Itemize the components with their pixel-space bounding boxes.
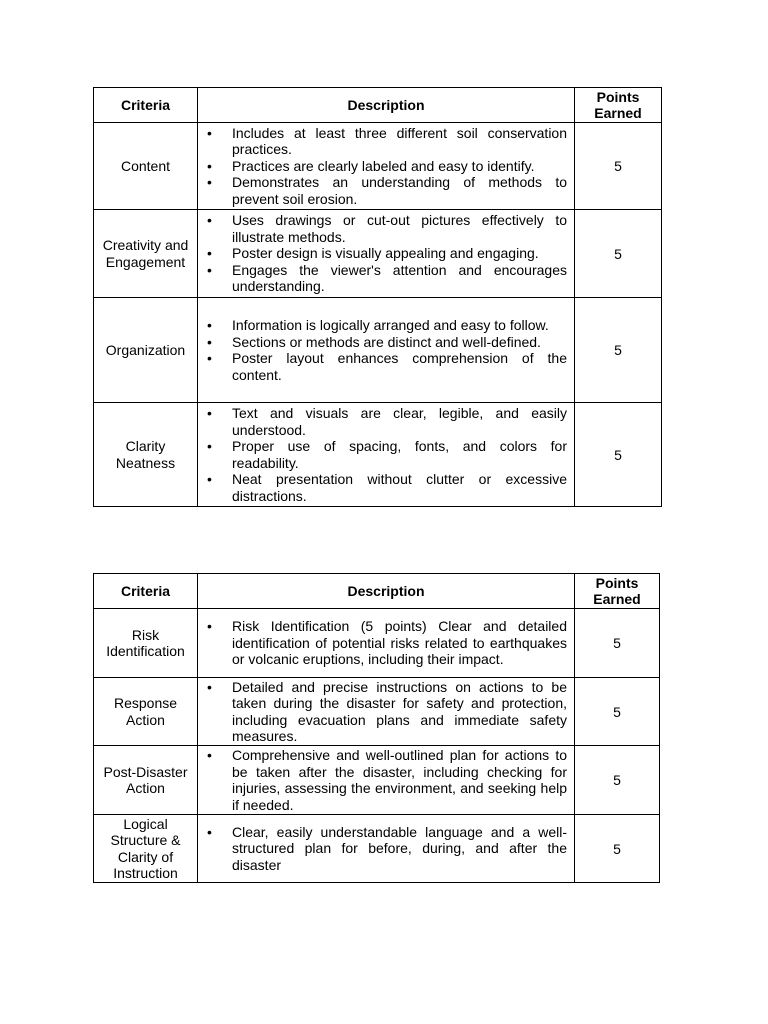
points-cell: 5 bbox=[575, 210, 662, 298]
description-bullet: • Risk Identification (5 points) Clear and detailed identification of potential risks related to earthquakes or volcanic eruptions, including their impact. bbox=[232, 618, 567, 668]
criteria-cell: Organization bbox=[94, 298, 198, 403]
points-cell: 5 bbox=[575, 403, 662, 507]
table-row bbox=[94, 403, 662, 507]
header-row bbox=[94, 574, 660, 609]
description-bullet: • Detailed and precise instructions on actions to be taken during the disaster for safety and protection, including evacuation plans and immediate safety measures. bbox=[232, 679, 567, 745]
description-cell bbox=[198, 746, 575, 815]
description-bullet: • Proper use of spacing, fonts, and colors for readability. bbox=[232, 438, 567, 471]
criteria-header: Criteria bbox=[94, 88, 198, 123]
description-cell bbox=[198, 815, 575, 883]
description-cell bbox=[198, 210, 575, 298]
criteria-cell: Creativity and Engagement bbox=[94, 210, 198, 298]
description-cell bbox=[198, 123, 575, 210]
description-bullet: • Includes at least three different soil conservation practices. bbox=[232, 125, 567, 158]
description-bullet: • Poster design is visually appealing and engaging. bbox=[232, 245, 567, 262]
description-bullet: • Comprehensive and well-outlined plan for actions to be taken after the disaster, including checking for injuries, assessing the environment, and seeking help if needed. bbox=[232, 747, 567, 813]
points-cell: 5 bbox=[575, 609, 660, 678]
description-bullet: • Poster layout enhances comprehension of the content. bbox=[232, 350, 567, 383]
points-cell: 5 bbox=[575, 746, 660, 815]
points-cell: 5 bbox=[575, 815, 660, 883]
table-row bbox=[94, 609, 660, 678]
rubric-table-disaster-plan bbox=[93, 573, 660, 883]
table-row bbox=[94, 210, 662, 298]
description-bullet: • Clear, easily understandable language and a well-structured plan for before, during, and after the disaster bbox=[232, 824, 567, 874]
points-cell: 5 bbox=[575, 678, 660, 746]
criteria-cell: Logical Structure & Clarity of Instruction bbox=[94, 815, 198, 883]
description-bullet: • Text and visuals are clear, legible, and easily understood. bbox=[232, 405, 567, 438]
description-bullet: • Neat presentation without clutter or excessive distractions. bbox=[232, 471, 567, 504]
table-row bbox=[94, 815, 660, 883]
points-header: Points Earned bbox=[575, 574, 660, 609]
description-cell bbox=[198, 298, 575, 403]
header-row bbox=[94, 88, 662, 123]
table-row bbox=[94, 298, 662, 403]
description-cell bbox=[198, 678, 575, 746]
points-cell: 5 bbox=[575, 123, 662, 210]
description-bullet: • Uses drawings or cut-out pictures effectively to illustrate methods. bbox=[232, 212, 567, 245]
description-header: Description bbox=[198, 574, 575, 609]
criteria-cell: Clarity Neatness bbox=[94, 403, 198, 507]
description-cell bbox=[198, 403, 575, 507]
criteria-cell: Response Action bbox=[94, 678, 198, 746]
description-bullet: • Practices are clearly labeled and easy to identify. bbox=[232, 158, 567, 175]
description-bullet: • Information is logically arranged and easy to follow. bbox=[232, 317, 567, 334]
table-row bbox=[94, 678, 660, 746]
rubric-table-soil-conservation bbox=[93, 87, 662, 507]
description-cell bbox=[198, 609, 575, 678]
description-bullet: • Demonstrates an understanding of methods to prevent soil erosion. bbox=[232, 174, 567, 207]
criteria-cell: Risk Identification bbox=[94, 609, 198, 678]
criteria-cell: Content bbox=[94, 123, 198, 210]
description-bullet: • Sections or methods are distinct and well-defined. bbox=[232, 334, 567, 351]
table-row bbox=[94, 123, 662, 210]
points-header: Points Earned bbox=[575, 88, 662, 123]
description-bullet: • Engages the viewer's attention and encourages understanding. bbox=[232, 262, 567, 295]
points-cell: 5 bbox=[575, 298, 662, 403]
table-row bbox=[94, 746, 660, 815]
criteria-header: Criteria bbox=[94, 574, 198, 609]
criteria-cell: Post-Disaster Action bbox=[94, 746, 198, 815]
description-header: Description bbox=[198, 88, 575, 123]
